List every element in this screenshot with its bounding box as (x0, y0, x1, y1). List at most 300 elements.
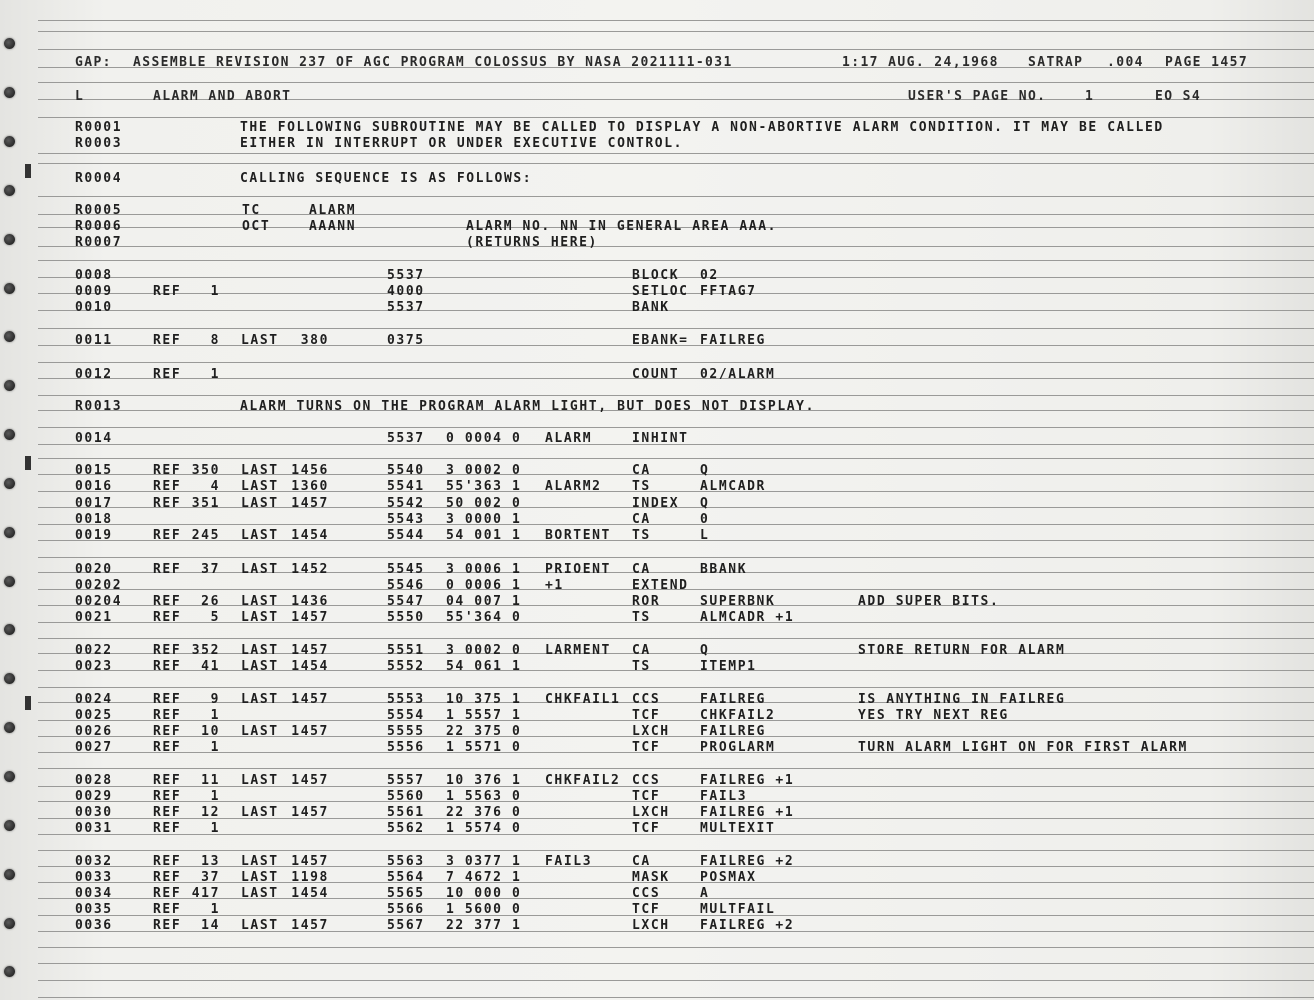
section-title: ALARM AND ABORT (153, 89, 292, 104)
listing-ref: REF (153, 773, 182, 788)
user-page-label: USER'S PAGE NO. (908, 89, 1047, 104)
listing-ref: REF (153, 805, 182, 820)
rule-line (38, 458, 1314, 459)
listing-opcode: TS (632, 479, 651, 494)
listing-ref: REF (153, 610, 182, 625)
rule-line (38, 427, 1314, 428)
rule-line (38, 260, 1314, 261)
listing-operand: FAILREG +1 (700, 773, 795, 788)
listing-comment: TURN ALARM LIGHT ON FOR FIRST ALARM (858, 740, 1188, 755)
listing-seq: 0009 (75, 284, 113, 299)
listing-operand: BBANK (700, 562, 748, 577)
listing-operand: FAIL3 (700, 789, 748, 804)
listing-arg: AAANN (309, 219, 357, 234)
listing-addr: 5561 (387, 805, 425, 820)
listing-lastn: 1457 (291, 724, 329, 739)
rule-line (38, 557, 1314, 558)
listing-addr: 5555 (387, 724, 425, 739)
listing-code: 0 0004 0 (446, 431, 522, 446)
listing-lastn: 1360 (291, 479, 329, 494)
listing-ref: REF (153, 528, 182, 543)
listing-op: TC (242, 203, 261, 218)
listing-operand: 02/ALARM (700, 367, 776, 382)
listing-ref: REF (153, 821, 182, 836)
listing-last: LAST (241, 773, 279, 788)
listing-operand: Q (700, 643, 710, 658)
listing-code: 1 5574 0 (446, 821, 522, 836)
listing-seq: 0015 (75, 463, 113, 478)
listing-seq: 0010 (75, 300, 113, 315)
listing-ref: REF (153, 918, 182, 933)
listing-addr: 5554 (387, 708, 425, 723)
listing-line (0, 136, 1314, 151)
listing-addr: 5553 (387, 692, 425, 707)
listing-seq: 0030 (75, 805, 113, 820)
listing-refn: 1 (210, 367, 220, 382)
listing-last: LAST (241, 692, 279, 707)
listing-line (0, 805, 1314, 820)
listing-last: LAST (241, 870, 279, 885)
listing-seq: 0034 (75, 886, 113, 901)
rule-line (38, 328, 1314, 329)
listing-code: 10 376 1 (446, 773, 522, 788)
listing-line (0, 724, 1314, 739)
listing-code: 04 007 1 (446, 594, 522, 609)
listing-opcode: CCS (632, 692, 661, 707)
listing-addr: 5556 (387, 740, 425, 755)
header-datetime: 1:17 AUG. 24,1968 (842, 55, 999, 70)
listing-opcode: INHINT (632, 431, 689, 446)
listing-ref: REF (153, 284, 182, 299)
listing-line (0, 708, 1314, 723)
listing-addr: 5542 (387, 496, 425, 511)
listing-opcode: SETLOC (632, 284, 689, 299)
listing-refn: 37 (201, 562, 220, 577)
listing-ref: REF (153, 886, 182, 901)
listing-opcode: MASK (632, 870, 670, 885)
listing-comment: STORE RETURN FOR ALARM (858, 643, 1066, 658)
listing-refn: 351 (191, 496, 220, 511)
listing-seq: 0016 (75, 479, 113, 494)
rule-line (38, 395, 1314, 396)
listing-ref: REF (153, 333, 182, 348)
listing-opcode: CA (632, 463, 651, 478)
listing-code: 0 0006 1 (446, 578, 522, 593)
listing-ref: REF (153, 724, 182, 739)
listing-note: ALARM NO. NN IN GENERAL AREA AAA. (466, 219, 778, 234)
listing-code: 7 4672 1 (446, 870, 522, 885)
listing-refn: 11 (201, 773, 220, 788)
listing-label: LARMENT (545, 643, 611, 658)
listing-remark: ALARM TURNS ON THE PROGRAM ALARM LIGHT, BUT DOES NOT DISPLAY. (240, 399, 816, 414)
listing-last: LAST (241, 463, 279, 478)
listing-code: 1 5571 0 (446, 740, 522, 755)
listing-line (0, 789, 1314, 804)
listing-last: LAST (241, 918, 279, 933)
listing-addr: 5544 (387, 528, 425, 543)
listing-line (0, 431, 1314, 446)
listing-code: 22 375 0 (446, 724, 522, 739)
listing-label: PRIOENT (545, 562, 611, 577)
listing-operand: ITEMP1 (700, 659, 757, 674)
listing-lastn: 1457 (291, 692, 329, 707)
listing-label: BORTENT (545, 528, 611, 543)
listing-line (0, 562, 1314, 577)
listing-operand: FAILREG (700, 724, 766, 739)
listing-addr: 5562 (387, 821, 425, 836)
listing-addr: 5550 (387, 610, 425, 625)
listing-seq: 0027 (75, 740, 113, 755)
listing-ref: REF (153, 902, 182, 917)
listing-seq: 0017 (75, 496, 113, 511)
listing-addr: 5546 (387, 578, 425, 593)
section-letter: L (75, 89, 85, 104)
listing-line (0, 203, 1314, 218)
listing-opcode: ROR (632, 594, 661, 609)
listing-code: 1 5563 0 (446, 789, 522, 804)
listing-seq: R0005 (75, 203, 123, 218)
rule-line (38, 163, 1314, 164)
listing-addr: 5537 (387, 431, 425, 446)
listing-seq: 0032 (75, 854, 113, 869)
listing-opcode: TCF (632, 902, 661, 917)
listing-refn: 41 (201, 659, 220, 674)
listing-code: 3 0006 1 (446, 562, 522, 577)
listing-addr: 5545 (387, 562, 425, 577)
rule-line (38, 997, 1314, 998)
listing-refn: 8 (210, 333, 220, 348)
listing-line (0, 496, 1314, 511)
listing-line (0, 333, 1314, 348)
listing-operand: SUPERBNK (700, 594, 776, 609)
listing-lastn: 1454 (291, 659, 329, 674)
listing-last: LAST (241, 594, 279, 609)
rule-line (38, 687, 1314, 688)
listing-seq: 0033 (75, 870, 113, 885)
listing-seq: 0021 (75, 610, 113, 625)
listing-operand: ALMCADR (700, 479, 766, 494)
listing-seq: 0031 (75, 821, 113, 836)
listing-ref: REF (153, 496, 182, 511)
listing-lastn: 1454 (291, 886, 329, 901)
listing-line (0, 219, 1314, 234)
listing-addr: 5557 (387, 773, 425, 788)
listing-refn: 1 (210, 821, 220, 836)
rule-line (38, 196, 1314, 197)
listing-lastn: 1457 (291, 496, 329, 511)
listing-ref: REF (153, 692, 182, 707)
listing-line (0, 120, 1314, 135)
listing-line (0, 870, 1314, 885)
listing-opcode: CCS (632, 773, 661, 788)
feed-hole (4, 966, 15, 977)
listing-refn: 350 (191, 463, 220, 478)
listing-lastn: 1452 (291, 562, 329, 577)
eo-label: EO S4 (1155, 89, 1202, 104)
listing-code: 3 0002 0 (446, 463, 522, 478)
listing-operand: MULTFAIL (700, 902, 776, 917)
listing-ref: REF (153, 463, 182, 478)
listing-code: 22 377 1 (446, 918, 522, 933)
listing-line (0, 235, 1314, 250)
listing-seq: R0004 (75, 171, 123, 186)
listing-lastn: 1457 (291, 805, 329, 820)
listing-arg: ALARM (309, 203, 357, 218)
listing-seq: 0035 (75, 902, 113, 917)
listing-op: OCT (242, 219, 271, 234)
listing-last: LAST (241, 479, 279, 494)
listing-last: LAST (241, 886, 279, 901)
listing-opcode: CA (632, 854, 651, 869)
listing-line (0, 886, 1314, 901)
listing-operand: Q (700, 463, 710, 478)
listing-ref: REF (153, 643, 182, 658)
listing-line (0, 854, 1314, 869)
listing-last: LAST (241, 610, 279, 625)
listing-refn: 10 (201, 724, 220, 739)
listing-operand: 02 (700, 268, 719, 283)
listing-last: LAST (241, 659, 279, 674)
listing-seq: 0023 (75, 659, 113, 674)
listing-opcode: CCS (632, 886, 661, 901)
listing-addr: 5541 (387, 479, 425, 494)
listing-addr: 5563 (387, 854, 425, 869)
listing-line (0, 902, 1314, 917)
listing-seq: 0028 (75, 773, 113, 788)
listing-ref: REF (153, 854, 182, 869)
header-page: PAGE 1457 (1165, 55, 1249, 70)
listing-refn: 245 (191, 528, 220, 543)
listing-operand: A (700, 886, 710, 901)
listing-opcode: BLOCK (632, 268, 680, 283)
rule-line (38, 117, 1314, 118)
listing-comment: YES TRY NEXT REG (858, 708, 1009, 723)
listing-refn: 1 (210, 740, 220, 755)
listing-seq: 0014 (75, 431, 113, 446)
listing-addr: 0375 (387, 333, 425, 348)
listing-opcode: CA (632, 562, 651, 577)
listing-lastn: 1457 (291, 643, 329, 658)
listing-addr: 5547 (387, 594, 425, 609)
listing-opcode: EXTEND (632, 578, 689, 593)
listing-label: ALARM2 (545, 479, 602, 494)
listing-seq: R0013 (75, 399, 123, 414)
listing-ref: REF (153, 870, 182, 885)
rule-line (38, 31, 1314, 32)
listing-seq: 0029 (75, 789, 113, 804)
listing-ref: REF (153, 594, 182, 609)
rule-line (38, 980, 1314, 981)
listing-operand: FAILREG +2 (700, 854, 795, 869)
listing-addr: 5565 (387, 886, 425, 901)
listing-comment: IS ANYTHING IN FAILREG (858, 692, 1066, 707)
listing-code: 1 5557 1 (446, 708, 522, 723)
listing-line (0, 268, 1314, 283)
listing-lastn: 1457 (291, 773, 329, 788)
listing-code: 55'364 0 (446, 610, 522, 625)
listing-opcode: CA (632, 512, 651, 527)
listing-seq: 0026 (75, 724, 113, 739)
listing-operand: ALMCADR +1 (700, 610, 795, 625)
listing-opcode: BANK (632, 300, 670, 315)
listing-opcode: LXCH (632, 724, 670, 739)
listing-refn: 1 (210, 708, 220, 723)
listing-code: 3 0002 0 (446, 643, 522, 658)
listing-code: 10 375 1 (446, 692, 522, 707)
listing-addr: 5537 (387, 300, 425, 315)
listing-opcode: INDEX (632, 496, 680, 511)
listing-line (0, 578, 1314, 593)
listing-refn: 5 (210, 610, 220, 625)
listing-opcode: TCF (632, 740, 661, 755)
listing-operand: FFTAG7 (700, 284, 757, 299)
listing-operand: L (700, 528, 710, 543)
listing-operand: PROGLARM (700, 740, 776, 755)
listing-operand: Q (700, 496, 710, 511)
listing-code: 10 000 0 (446, 886, 522, 901)
listing-line (0, 773, 1314, 788)
listing-line (0, 284, 1314, 299)
listing-seq: R0007 (75, 235, 123, 250)
listing-lastn: 1436 (291, 594, 329, 609)
listing-ref: REF (153, 789, 182, 804)
listing-refn: 4 (210, 479, 220, 494)
listing-last: LAST (241, 724, 279, 739)
listing-operand: FAILREG +1 (700, 805, 795, 820)
listing-seq: 0022 (75, 643, 113, 658)
listing-refn: 26 (201, 594, 220, 609)
rule-line (38, 49, 1314, 50)
listing-operand: FAILREG (700, 333, 766, 348)
listing-line (0, 399, 1314, 414)
listing-refn: 12 (201, 805, 220, 820)
listing-opcode: TCF (632, 821, 661, 836)
listing-refn: 1 (210, 789, 220, 804)
listing-refn: 14 (201, 918, 220, 933)
listing-line (0, 610, 1314, 625)
rule-line (38, 82, 1314, 83)
listing-opcode: COUNT (632, 367, 680, 382)
listing-addr: 5537 (387, 268, 425, 283)
listing-last: LAST (241, 333, 279, 348)
listing-line (0, 594, 1314, 609)
header-seq: .004 (1107, 55, 1144, 70)
listing-seq: R0006 (75, 219, 123, 234)
listing-ref: REF (153, 479, 182, 494)
listing-seq: R0003 (75, 136, 123, 151)
listing-code: 54 061 1 (446, 659, 522, 674)
listing-line (0, 367, 1314, 382)
listing-line (0, 692, 1314, 707)
listing-seq: R0001 (75, 120, 123, 135)
listing-addr: 5566 (387, 902, 425, 917)
listing-code: 3 0000 1 (446, 512, 522, 527)
listing-line (0, 171, 1314, 186)
rule-line (38, 850, 1314, 851)
page-header (0, 55, 1314, 70)
listing-lastn: 1457 (291, 610, 329, 625)
rule-line (38, 768, 1314, 769)
listing-ref: REF (153, 659, 182, 674)
listing-opcode: LXCH (632, 805, 670, 820)
header-gap: GAP: (75, 55, 112, 70)
listing-code: 3 0377 1 (446, 854, 522, 869)
listing-opcode: EBANK= (632, 333, 689, 348)
listing-ref: REF (153, 740, 182, 755)
listing-code: 1 5600 0 (446, 902, 522, 917)
listing-line (0, 512, 1314, 527)
listing-last: LAST (241, 562, 279, 577)
listing-addr: 5551 (387, 643, 425, 658)
rule-line (38, 20, 1314, 21)
listing-operand: CHKFAIL2 (700, 708, 776, 723)
listing-note: (RETURNS HERE) (466, 235, 598, 250)
listing-refn: 352 (191, 643, 220, 658)
listing-addr: 4000 (387, 284, 425, 299)
listing-label: FAIL3 (545, 854, 593, 869)
listing-seq: 0024 (75, 692, 113, 707)
listing-remark: THE FOLLOWING SUBROUTINE MAY BE CALLED TO DISPLAY A NON-ABORTIVE ALARM CONDITION. IT MAY BE CALLED (240, 120, 1164, 135)
listing-seq: 0012 (75, 367, 113, 382)
listing-refn: 13 (201, 854, 220, 869)
rule-line (38, 947, 1314, 948)
listing-addr: 5560 (387, 789, 425, 804)
listing-line (0, 643, 1314, 658)
listing-remark: CALLING SEQUENCE IS AS FOLLOWS: (240, 171, 533, 186)
listing-operand: FAILREG +2 (700, 918, 795, 933)
rule-line (38, 963, 1314, 964)
feed-hole (4, 673, 15, 684)
listing-line (0, 463, 1314, 478)
listing-seq: 0011 (75, 333, 113, 348)
listing-code: 54 001 1 (446, 528, 522, 543)
section-header (0, 89, 1314, 104)
listing-code: 50 002 0 (446, 496, 522, 511)
feed-hole (4, 185, 15, 196)
listing-label: +1 (545, 578, 564, 593)
listing-addr: 5543 (387, 512, 425, 527)
listing-lastn: 1456 (291, 463, 329, 478)
listing-line (0, 821, 1314, 836)
listing-line (0, 528, 1314, 543)
listing-comment: ADD SUPER BITS. (858, 594, 1000, 609)
listing-last: LAST (241, 643, 279, 658)
listing-last: LAST (241, 805, 279, 820)
listing-label: CHKFAIL2 (545, 773, 621, 788)
listing-operand: POSMAX (700, 870, 757, 885)
listing-refn: 417 (191, 886, 220, 901)
listing-operand: FAILREG (700, 692, 766, 707)
listing-refn: 9 (210, 692, 220, 707)
listing-ref: REF (153, 367, 182, 382)
header-user: SATRAP (1028, 55, 1084, 70)
listing-line (0, 740, 1314, 755)
listing-opcode: TS (632, 659, 651, 674)
listing-refn: 37 (201, 870, 220, 885)
listing-opcode: TCF (632, 789, 661, 804)
listing-seq: 0020 (75, 562, 113, 577)
listing-seq: 00204 (75, 594, 123, 609)
feed-hole (4, 38, 15, 49)
listing-lastn: 380 (300, 333, 329, 348)
listing-lastn: 1457 (291, 854, 329, 869)
listing-addr: 5564 (387, 870, 425, 885)
listing-seq: 0008 (75, 268, 113, 283)
listing-last: LAST (241, 528, 279, 543)
listing-ref: REF (153, 562, 182, 577)
listing-seq: 0036 (75, 918, 113, 933)
listing-label: ALARM (545, 431, 593, 446)
